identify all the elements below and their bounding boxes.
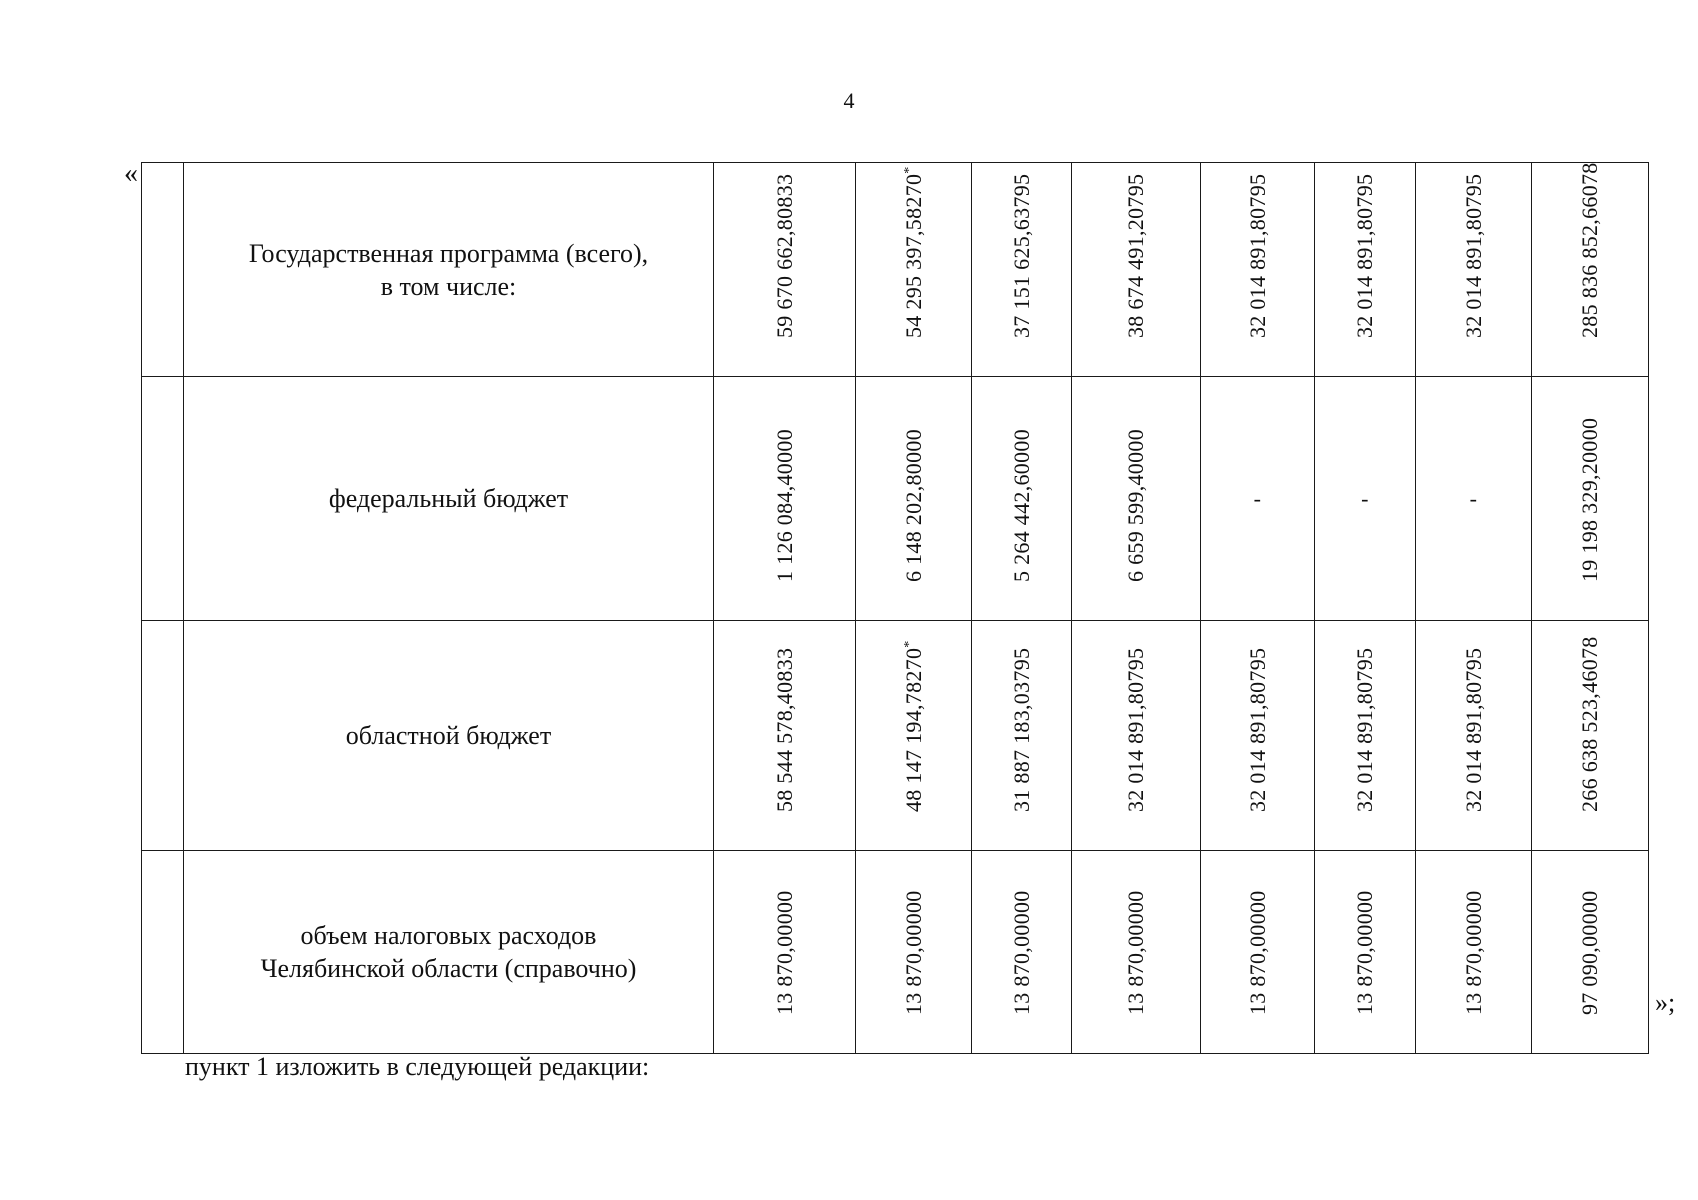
opening-quote: « — [124, 158, 138, 189]
row-label — [184, 377, 714, 621]
value-cell-total — [1532, 163, 1649, 377]
budget-table — [141, 162, 1649, 1054]
value-cell — [1315, 163, 1416, 377]
table-row-total — [142, 163, 1649, 377]
value-text: 32 014 891,80795 — [1460, 647, 1486, 812]
closing-quote: »; — [1655, 988, 1676, 1017]
value-cell-empty — [1315, 377, 1416, 621]
value-text: 59 670 662,80833 — [771, 173, 797, 338]
value-cell-total — [1532, 377, 1649, 621]
value-cell — [1201, 851, 1315, 1054]
dash-text: - — [1253, 485, 1262, 511]
value-cell — [856, 851, 972, 1054]
table-row-federal — [142, 377, 1649, 621]
value-text: 32 014 891,80795 — [1352, 647, 1377, 812]
value-cell — [1072, 851, 1201, 1054]
value-text: 48 147 194,78270* — [900, 640, 926, 812]
row-label-line: областной бюджет — [345, 721, 552, 750]
row-number-cell — [142, 621, 184, 851]
value-cell-total — [1532, 851, 1649, 1054]
value-text: 58 544 578,40833 — [771, 647, 797, 812]
value-cell — [1416, 163, 1532, 377]
row-number-cell — [142, 163, 184, 377]
value-cell — [714, 621, 856, 851]
table-row-tax-expenses — [142, 851, 1649, 1054]
value-text: 32 014 891,80795 — [1244, 647, 1270, 812]
dash-text: - — [1361, 485, 1369, 511]
row-number-cell — [142, 377, 184, 621]
value-text: 13 870,00000 — [1460, 890, 1486, 1015]
value-text: 13 870,00000 — [771, 890, 797, 1015]
value-text: 13 870,00000 — [1352, 890, 1377, 1015]
row-label-line: в том числе: — [380, 271, 517, 301]
value-text: 13 870,00000 — [1244, 890, 1270, 1015]
value-text: 37 151 625,63795 — [1008, 173, 1034, 338]
value-cell-empty — [1201, 377, 1315, 621]
value-cell — [972, 621, 1072, 851]
footer-instruction: пункт 1 изложить в следующей редакции: — [185, 1052, 650, 1081]
value-text: 13 870,00000 — [900, 890, 926, 1015]
value-cell — [856, 377, 972, 621]
footnote-mark: * — [901, 166, 917, 174]
dash-text: - — [1469, 485, 1478, 511]
row-label-line: Государственная программа (всего), — [248, 238, 649, 268]
value-cell — [714, 851, 856, 1054]
value-text: 32 014 891,80795 — [1244, 173, 1270, 338]
value-cell — [1201, 621, 1315, 851]
value-text: 32 014 891,80795 — [1352, 173, 1377, 338]
value-cell-empty — [1416, 377, 1532, 621]
row-label — [184, 621, 714, 851]
value-cell — [1072, 621, 1201, 851]
footnote-mark: * — [901, 640, 917, 648]
value-cell — [714, 377, 856, 621]
value-text: 31 887 183,03795 — [1008, 647, 1034, 812]
value-cell — [1072, 163, 1201, 377]
value-cell — [972, 851, 1072, 1054]
row-label — [184, 163, 714, 377]
value-cell-total — [1532, 621, 1649, 851]
row-label-line: объем налоговых расходов — [300, 921, 597, 950]
value-cell — [1315, 851, 1416, 1054]
value-cell — [1416, 851, 1532, 1054]
value-text: 32 014 891,80795 — [1123, 647, 1148, 812]
value-cell — [972, 377, 1072, 621]
row-label-line: федеральный бюджет — [328, 484, 569, 513]
value-text: 13 870,00000 — [1123, 890, 1148, 1015]
value-cell — [1201, 163, 1315, 377]
value-text: 6 659 599,40000 — [1123, 429, 1148, 582]
value-cell — [714, 163, 856, 377]
value-cell — [856, 621, 972, 851]
value-text: 1 126 084,40000 — [771, 429, 797, 582]
value-cell — [1416, 621, 1532, 851]
page-number: 4 — [843, 88, 855, 113]
value-text: 13 870,00000 — [1008, 890, 1034, 1015]
value-text: 5 264 442,60000 — [1008, 429, 1034, 582]
value-cell — [972, 163, 1072, 377]
value-text: 285 836 852,66078 — [1577, 162, 1602, 338]
row-label-line: Челябинской области (справочно) — [260, 954, 637, 983]
value-text: 6 148 202,80000 — [900, 429, 926, 582]
table-row-regional — [142, 621, 1649, 851]
value-cell — [1315, 621, 1416, 851]
value-text: 54 295 397,58270* — [900, 166, 926, 338]
value-text: 97 090,00000 — [1577, 890, 1602, 1015]
value-text: 19 198 329,20000 — [1577, 417, 1602, 582]
value-text: 32 014 891,80795 — [1460, 173, 1486, 338]
value-cell — [856, 163, 972, 377]
value-cell — [1072, 377, 1201, 621]
row-label — [184, 851, 714, 1054]
value-text: 266 638 523,46078 — [1577, 636, 1602, 812]
row-number-cell — [142, 851, 184, 1054]
value-text: 38 674 491,20795 — [1123, 173, 1148, 338]
